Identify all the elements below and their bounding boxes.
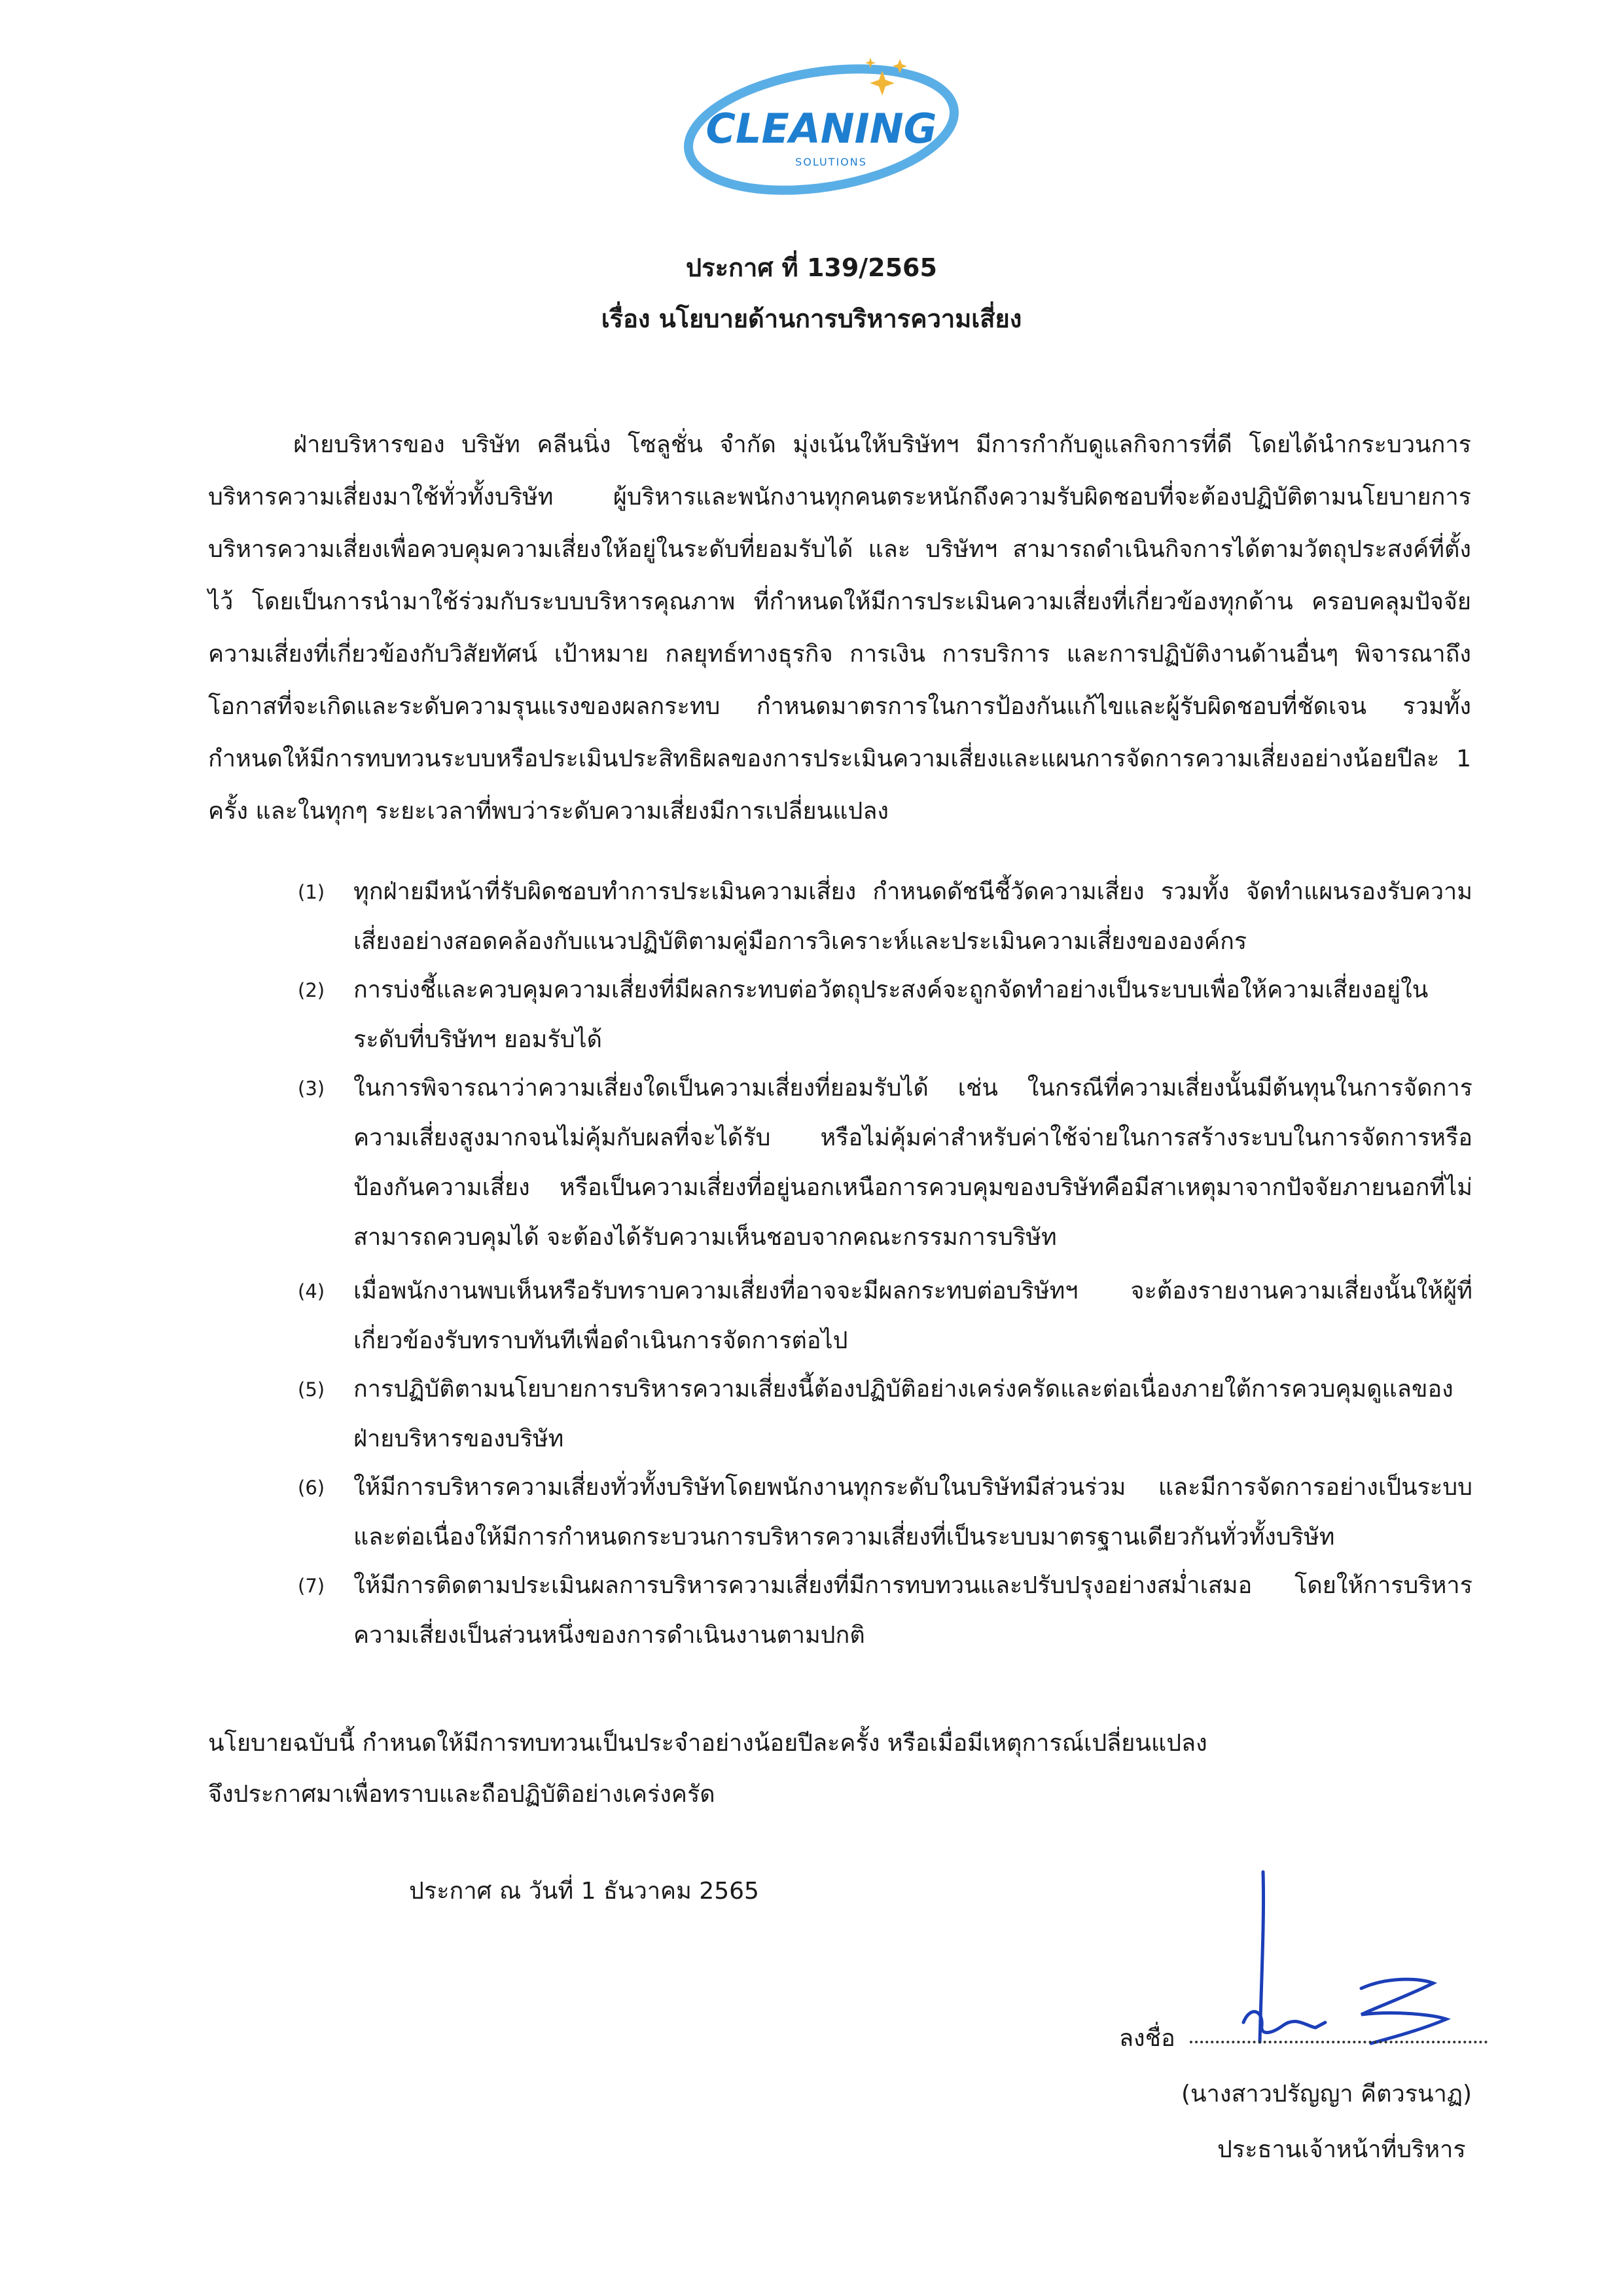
sign-label: ลงชื่อ — [1119, 2025, 1175, 2052]
logo-word: CLEANING — [705, 105, 937, 152]
item-number: (5) — [298, 1378, 325, 1401]
item-text: การบ่งชี้และควบคุมความเสี่ยงที่มีผลกระทบต่อวัตถุประสงค์จะถูกจัดทำอย่างเป็นระบบเพื่อให้ความเสี่ยงอยู่ในระดับที่บริษัทฯ ยอมรับได้ — [353, 977, 1429, 1053]
policy-item — [298, 1365, 1472, 1464]
signature-line — [1190, 2015, 1488, 2043]
item-number: (1) — [298, 881, 325, 903]
announcement-date: ประกาศ ณ วันที่ 1 ธันวาคม 2565 — [409, 1878, 759, 1905]
item-text: ให้มีการบริหารความเสี่ยงทั่วทั้งบริษัทโดยพนักงานทุกระดับในบริษัทมีส่วนร่วม และมีการจัดการอย่างเป็นระบบและต่อเนื่องให้มีการกำหนดกระบวนการบริหารความเสี่ยงที่เป็นระบบมาตรฐานเดียวกันทั่วทั้งบริษัท — [353, 1474, 1472, 1551]
item-text: เมื่อพนักงานพบเห็นหรือรับทราบความเสี่ยงที่อาจจะมีผลกระทบต่อบริษัทฯ จะต้องรายงานความเสี่ยงนั้นให้ผู้ที่เกี่ยวข้องรับทราบทันทีเพื่อดำเนินการจัดการต่อไป — [353, 1278, 1472, 1354]
closing-line: นโยบายฉบับนี้ กำหนดให้มีการทบทวนเป็นประจำอย่างน้อยปีละครั้ง หรือเมื่อมีเหตุการณ์เปลี่ยนแปลง — [208, 1730, 1207, 1757]
signer-position: ประธานเจ้าหน้าที่บริหาร — [1217, 2136, 1466, 2163]
announcement-number: ประกาศ ที่ 139/2565 — [686, 253, 937, 282]
announcement-subject: เรื่อง นโยบายด้านการบริหารความเสี่ยง — [601, 304, 1022, 333]
item-number: (2) — [298, 979, 325, 1001]
policy-item — [298, 867, 1472, 967]
signer-name: (นางสาวปรัญญา คีตวรนาฏ) — [1181, 2081, 1472, 2108]
item-text: การปฏิบัติตามนโยบายการบริหารความเสี่ยงนี้ต้องปฏิบัติอย่างเคร่งครัดและต่อเนื่องภายใต้การควบคุมดูแลของฝ่ายบริหารของบริษัท — [353, 1376, 1454, 1452]
policy-item — [298, 1266, 1472, 1366]
policy-item — [298, 1561, 1472, 1660]
closing-line: จึงประกาศมาเพื่อทราบและถือปฏิบัติอย่างเคร่งครัด — [208, 1781, 715, 1808]
company-logo — [674, 51, 975, 202]
item-number: (6) — [298, 1477, 325, 1499]
item-text: ให้มีการติดตามประเมินผลการบริหารความเสี่ยงที่มีการทบทวนและปรับปรุงอย่างสม่ำเสมอ โดยให้การบริหารความเสี่ยงเป็นส่วนหนึ่งของการดำเนินงานตามปกติ — [353, 1572, 1472, 1649]
item-number: (3) — [298, 1077, 325, 1100]
item-number: (7) — [298, 1575, 325, 1597]
policy-item — [298, 965, 1472, 1065]
item-text: ทุกฝ่ายมีหน้าที่รับผิดชอบทำการประเมินความเสี่ยง กำหนดดัชนีชี้วัดความเสี่ยง รวมทั้ง จัดทำแผนรองรับความเสี่ยงอย่างสอดคล้องกับแนวปฏิบัติตามคู่มือการวิเคราะห์และประเมินความเสี่ยงขององค์กร — [353, 878, 1472, 955]
item-text: ในการพิจารณาว่าความเสี่ยงใดเป็นความเสี่ยงที่ยอมรับได้ เช่น ในกรณีที่ความเสี่ยงนั้นมีต้นทุนในการจัดการความเสี่ยงสูงมากจนไม่คุ้มกับผลที่จะได้รับ หรือไม่คุ้มค่าสำหรับค่าใช้จ่ายในการสร้างระบบในการจัดการหรือป้องกันความเสี่ยง หรือเป็นความเสี่ยงที่อยู่นอกเหนือการควบคุมของบริษัทคือมีสาเหตุมาจากปัจจัยภายนอกที่ไม่สามารถควบคุมได้ จะต้องได้รับความเห็นชอบจากคณะกรรมการบริษัท — [353, 1075, 1472, 1251]
policy-item — [298, 1064, 1472, 1263]
item-number: (4) — [298, 1280, 325, 1302]
policy-item — [298, 1463, 1472, 1562]
logo-sub: SOLUTIONS — [795, 156, 867, 168]
intro-paragraph: ฝ่ายบริหารของ บริษัท คลีนนิ่ง โซลูชั่น จำกัด มุ่งเน้นให้บริษัทฯ มีการกำกับดูแลกิจการที่ดี โดยได้นำกระบวนการบริหารความเสี่ยงมาใช้ทั่วทั้งบริษัท ผู้บริหารและพนักงานทุกคนตระหนักถึงความรับผิดชอบที่จะต้องปฏิบัติตามนโยบายการบริหารความเสี่ยงเพื่อควบคุมความเสี่ยงให้อยู่ในระดับที่ยอมรับได้ และ บริษัทฯ สามารถดำเนินกิจการได้ตามวัตถุประสงค์ที่ตั้งไว้ โดยเป็นการนำมาใช้ร่วมกับระบบบริหารคุณภาพ ที่กำหนดให้มีการประเมินความเสี่ยงที่เกี่ยวข้องทุกด้าน ครอบคลุมปัจจัยความเสี่ยงที่เกี่ยวข้องกับวิสัยทัศน์ เป้าหมาย กลยุทธ์ทางธุรกิจ การเงิน การบริการ และการปฏิบัติงานด้านอื่นๆ พิจารณาถึงโอกาสที่จะเกิดและระดับความรุนแรงของผลกระทบ กำหนดมาตรการในการป้องกันแก้ไขและผู้รับผิดชอบที่ชัดเจน รวมทั้ง กำหนดให้มีการทบทวนระบบหรือประเมินประสิทธิผลของการประเมินความเสี่ยงและแผนการจัดการความเสี่ยงอย่างน้อยปีละ 1 ครั้ง และในทุกๆ ระยะเวลาที่พบว่าระดับความเสี่ยงมีการเปลี่ยนแปลง — [208, 431, 1471, 825]
closing-statement — [208, 1718, 1471, 1820]
